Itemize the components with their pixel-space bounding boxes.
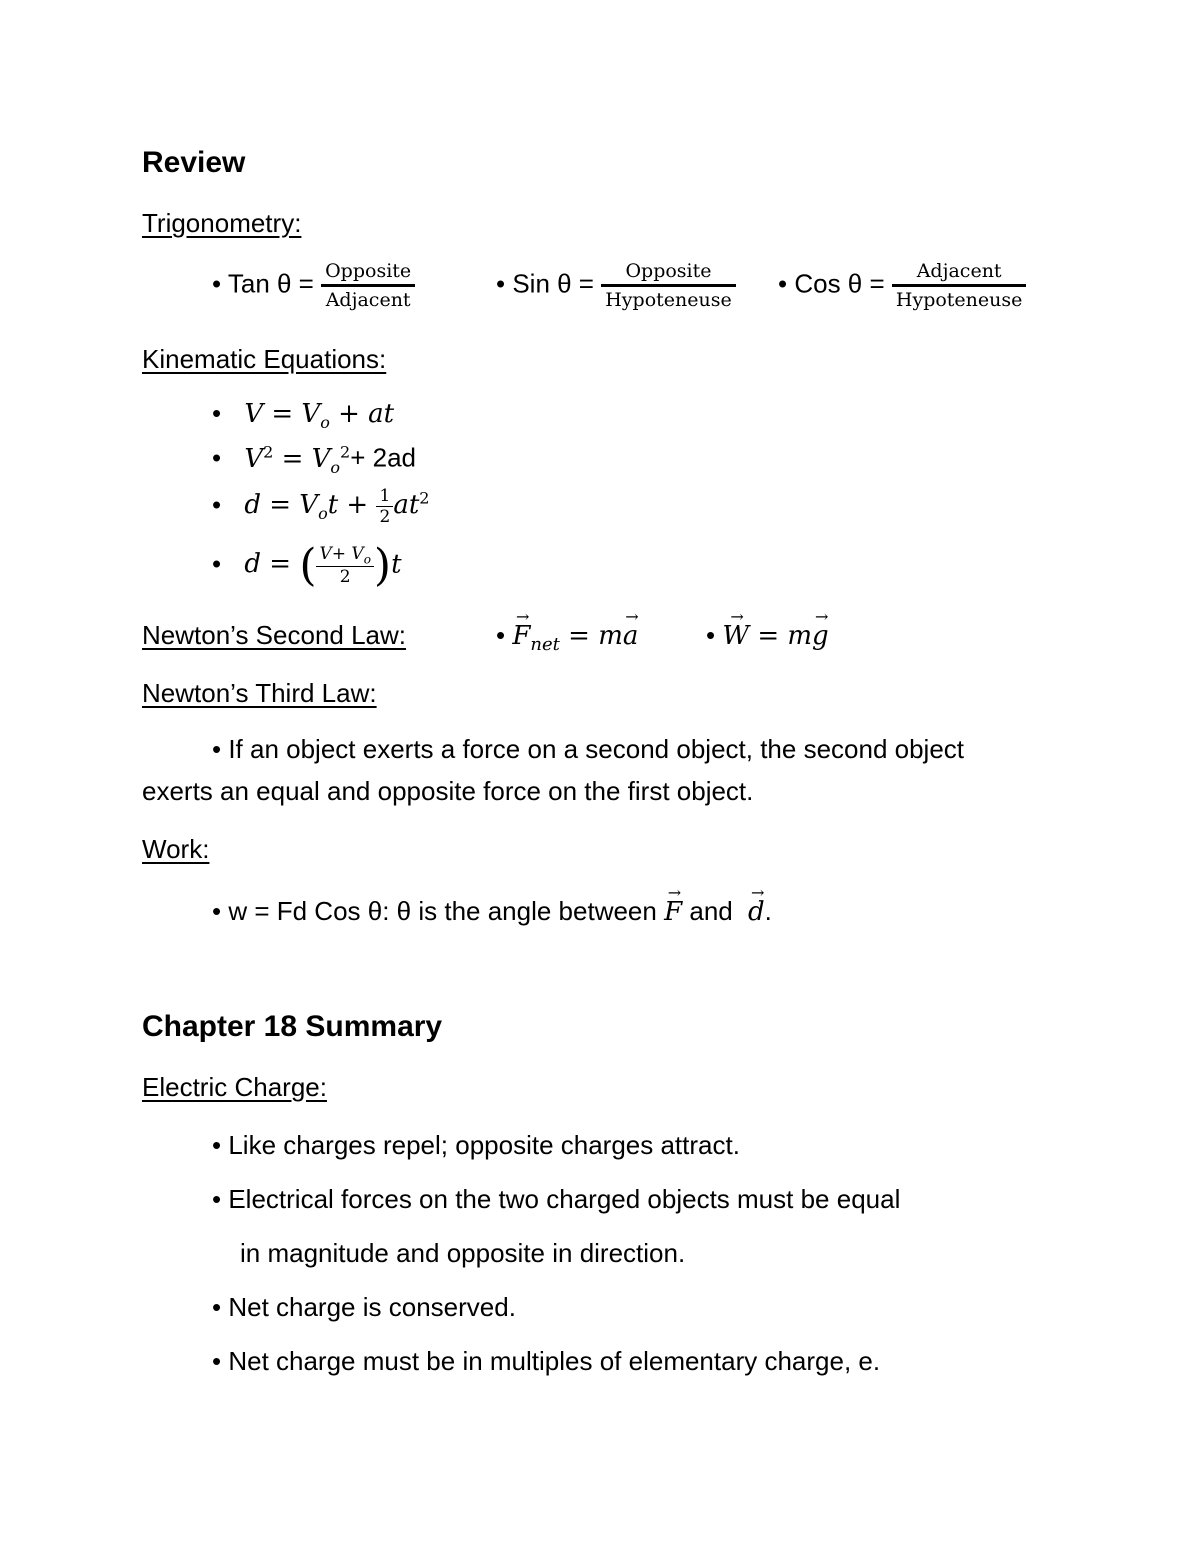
newton-third-line-2: exerts an equal and opposite force on the first object. xyxy=(142,776,754,806)
kinematic-eq-3: • $d = V_ot$ + $\frac{1}{2}$ $at^2$ xyxy=(212,486,430,527)
newton-second-eq-2: • → W = m→ g xyxy=(706,620,829,651)
electric-item-2-cont: in magnitude and opposite in direction. xyxy=(240,1238,686,1268)
sin-formula xyxy=(496,260,736,311)
kinematic-eq-2: • $V^2 = V_o^2+ 2ad$ xyxy=(212,442,417,477)
kinematic-eq-4: • d = ( $\frac{V+ V_o}{2}$ )t xyxy=(212,540,402,591)
work-period: . xyxy=(764,896,772,926)
sin-fraction xyxy=(601,260,736,311)
cos-formula xyxy=(778,260,1026,311)
kinematic-heading: Kinematic Equations: xyxy=(142,344,387,374)
review-title: Review xyxy=(142,146,246,179)
sin-numerator: Opposite xyxy=(625,260,712,282)
cos-fraction xyxy=(892,260,1027,311)
electric-charge-heading: Electric Charge: xyxy=(142,1072,327,1102)
newton-second-eq-1: • → $F_{net} = m\to a$ xyxy=(496,620,638,655)
electric-item-4: • Net charge must be in multiples of elementary charge, e. xyxy=(212,1346,881,1376)
newton-third-heading: Newton’s Third Law: xyxy=(142,678,377,708)
chapter-title: Chapter 18 Summary xyxy=(142,1010,443,1043)
work-text: • w = Fd Cos θ: θ is the angle between xyxy=(212,896,657,926)
electric-item-2: • Electrical forces on the two charged objects must be equal xyxy=(212,1184,901,1214)
tan-formula xyxy=(212,260,415,311)
electric-item-3: • Net charge is conserved. xyxy=(212,1292,516,1322)
kinematic-eq-1: • $V = V_o$ + at xyxy=(212,398,395,433)
newton-third-line-1: • If an object exerts a force on a second object, the second object xyxy=(212,734,965,764)
bullet: • xyxy=(212,398,222,428)
tan-numerator: Opposite xyxy=(325,260,412,282)
bullet: • xyxy=(706,620,716,650)
sin-label: • Sin θ = xyxy=(496,268,594,299)
cos-label: • Cos θ = xyxy=(778,268,885,299)
tan-fraction xyxy=(321,260,415,311)
tan-label: • Tan θ = xyxy=(212,268,314,299)
electric-item-1: • Like charges repel; opposite charges attract. xyxy=(212,1130,740,1160)
bullet: • xyxy=(496,620,506,650)
work-and: and xyxy=(689,896,733,926)
newton-second-heading: Newton’s Second Law: xyxy=(142,620,407,650)
trigonometry-heading: Trigonometry: xyxy=(142,208,302,238)
bullet: • xyxy=(212,442,222,473)
bullet: • xyxy=(212,548,222,579)
cos-denominator: Hypoteneuse xyxy=(892,284,1027,311)
work-heading: Work: xyxy=(142,834,210,864)
work-formula: • w = Fd Cos θ: θ is the angle between → F and → d. xyxy=(212,896,772,927)
cos-numerator: Adjacent xyxy=(916,260,1002,282)
sin-denominator: Hypoteneuse xyxy=(601,284,736,311)
eq2-tail: + 2ad xyxy=(350,442,417,473)
tan-denominator: Adjacent xyxy=(321,284,415,311)
bullet: • xyxy=(212,489,222,520)
